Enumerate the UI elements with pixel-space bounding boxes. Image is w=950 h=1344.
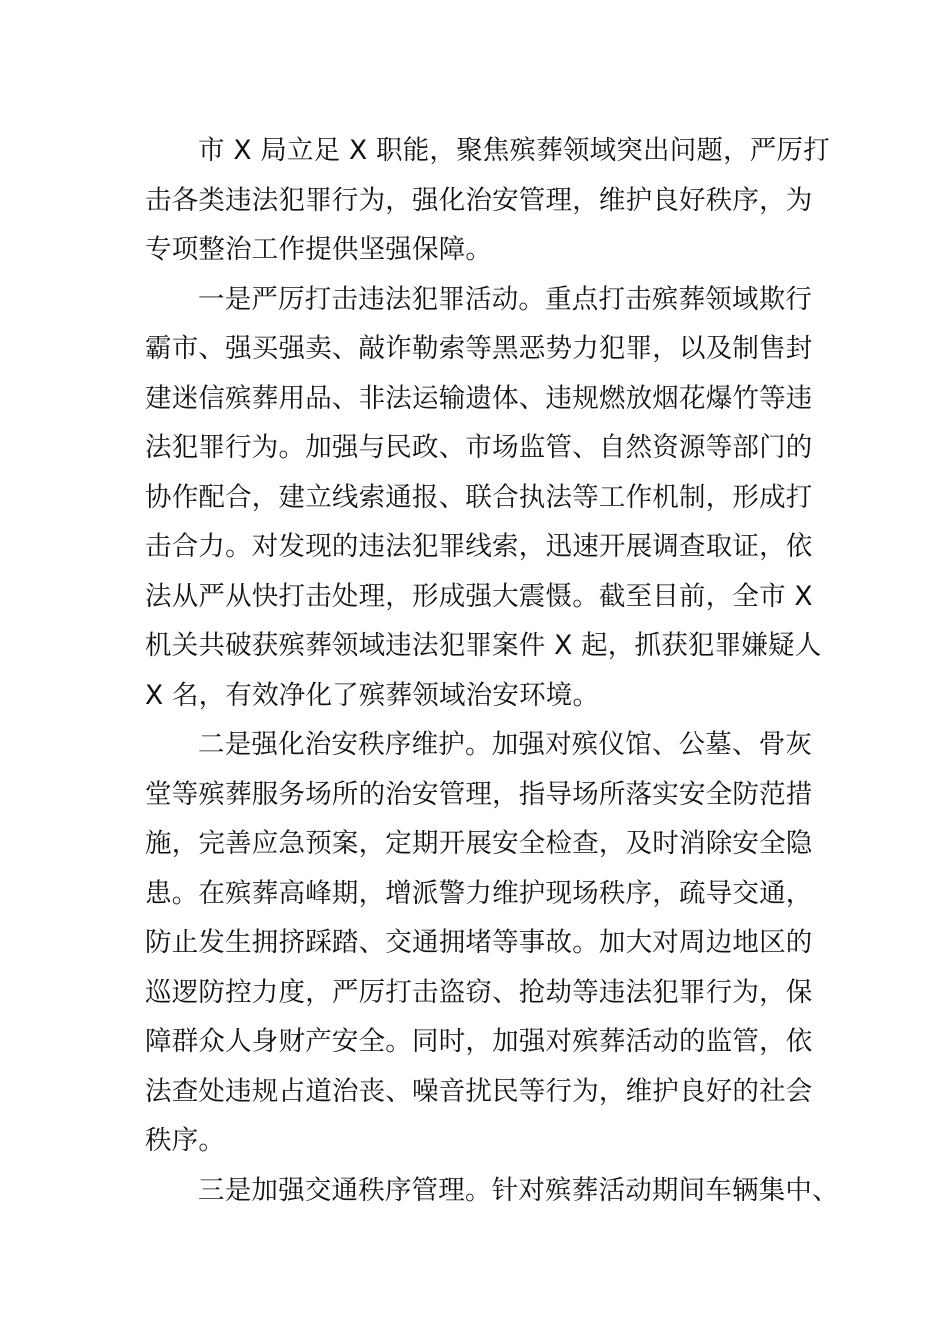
text-line: 击合力。对发现的违法犯罪线索，迅速开展调查取证，依: [145, 531, 813, 562]
text-line: X 名，有效净化了殡葬领域治安环境。: [145, 679, 600, 711]
text-line: 建迷信殡葬用品、非法运输遗体、违规燃放烟花爆竹等违: [145, 382, 813, 414]
paragraph-point-two: [145, 720, 813, 1166]
text-line: 巡逻防控力度，严厉打击盗窃、抢劫等违法犯罪行为，保: [145, 976, 813, 1008]
text-line: 机关共破获殡葬领域违法犯罪案件 X 起，抓获犯罪嫌疑人: [145, 630, 822, 661]
text-line: 二是强化治安秩序维护。加强对殡仪馆、公墓、骨灰: [198, 729, 813, 760]
text-line: 协作配合，建立线索通报、联合执法等工作机制，形成打: [145, 481, 813, 513]
text-line: 专项整治工作提供坚强保障。: [145, 234, 493, 265]
text-line: 霸市、强买强卖、敲诈勒索等黑恶势力犯罪，以及制售封: [145, 333, 813, 364]
document-body: [145, 126, 839, 1215]
text-line: 法查处违规占道治丧、噪音扰民等行为，维护良好的社会: [145, 1075, 813, 1107]
paragraph-intro: [145, 126, 830, 275]
text-line: 障群众人身财产安全。同时，加强对殡葬活动的监管，依: [145, 1026, 813, 1057]
text-line: 堂等殡葬服务场所的治安管理，指导场所落实安全防范措: [145, 778, 813, 810]
text-line: 一是严厉打击违法犯罪活动。重点打击殡葬领域欺行: [198, 283, 813, 315]
text-line: 秩序。: [145, 1125, 226, 1156]
text-line: 市 X 局立足 X 职能，聚焦殡葬领域突出问题，严厉打: [198, 135, 830, 166]
paragraph-point-three: [145, 1166, 839, 1216]
text-line: 法犯罪行为。加强与民政、市场监管、自然资源等部门的: [145, 432, 813, 463]
paragraph-point-one: [145, 275, 822, 721]
text-line: 三是加强交通秩序管理。针对殡葬活动期间车辆集中、: [198, 1174, 839, 1206]
text-line: 法从严从快打击处理，形成强大震慑。截至目前，全市 X: [145, 580, 813, 612]
text-line: 患。在殡葬高峰期，增派警力维护现场秩序，疏导交通，: [145, 877, 813, 909]
text-line: 施，完善应急预案，定期开展安全检查，及时消除安全隐: [145, 828, 813, 859]
text-line: 防止发生拥挤踩踏、交通拥堵等事故。加大对周边地区的: [145, 927, 813, 958]
text-line: 击各类违法犯罪行为，强化治安管理，维护良好秩序，为: [145, 184, 813, 216]
